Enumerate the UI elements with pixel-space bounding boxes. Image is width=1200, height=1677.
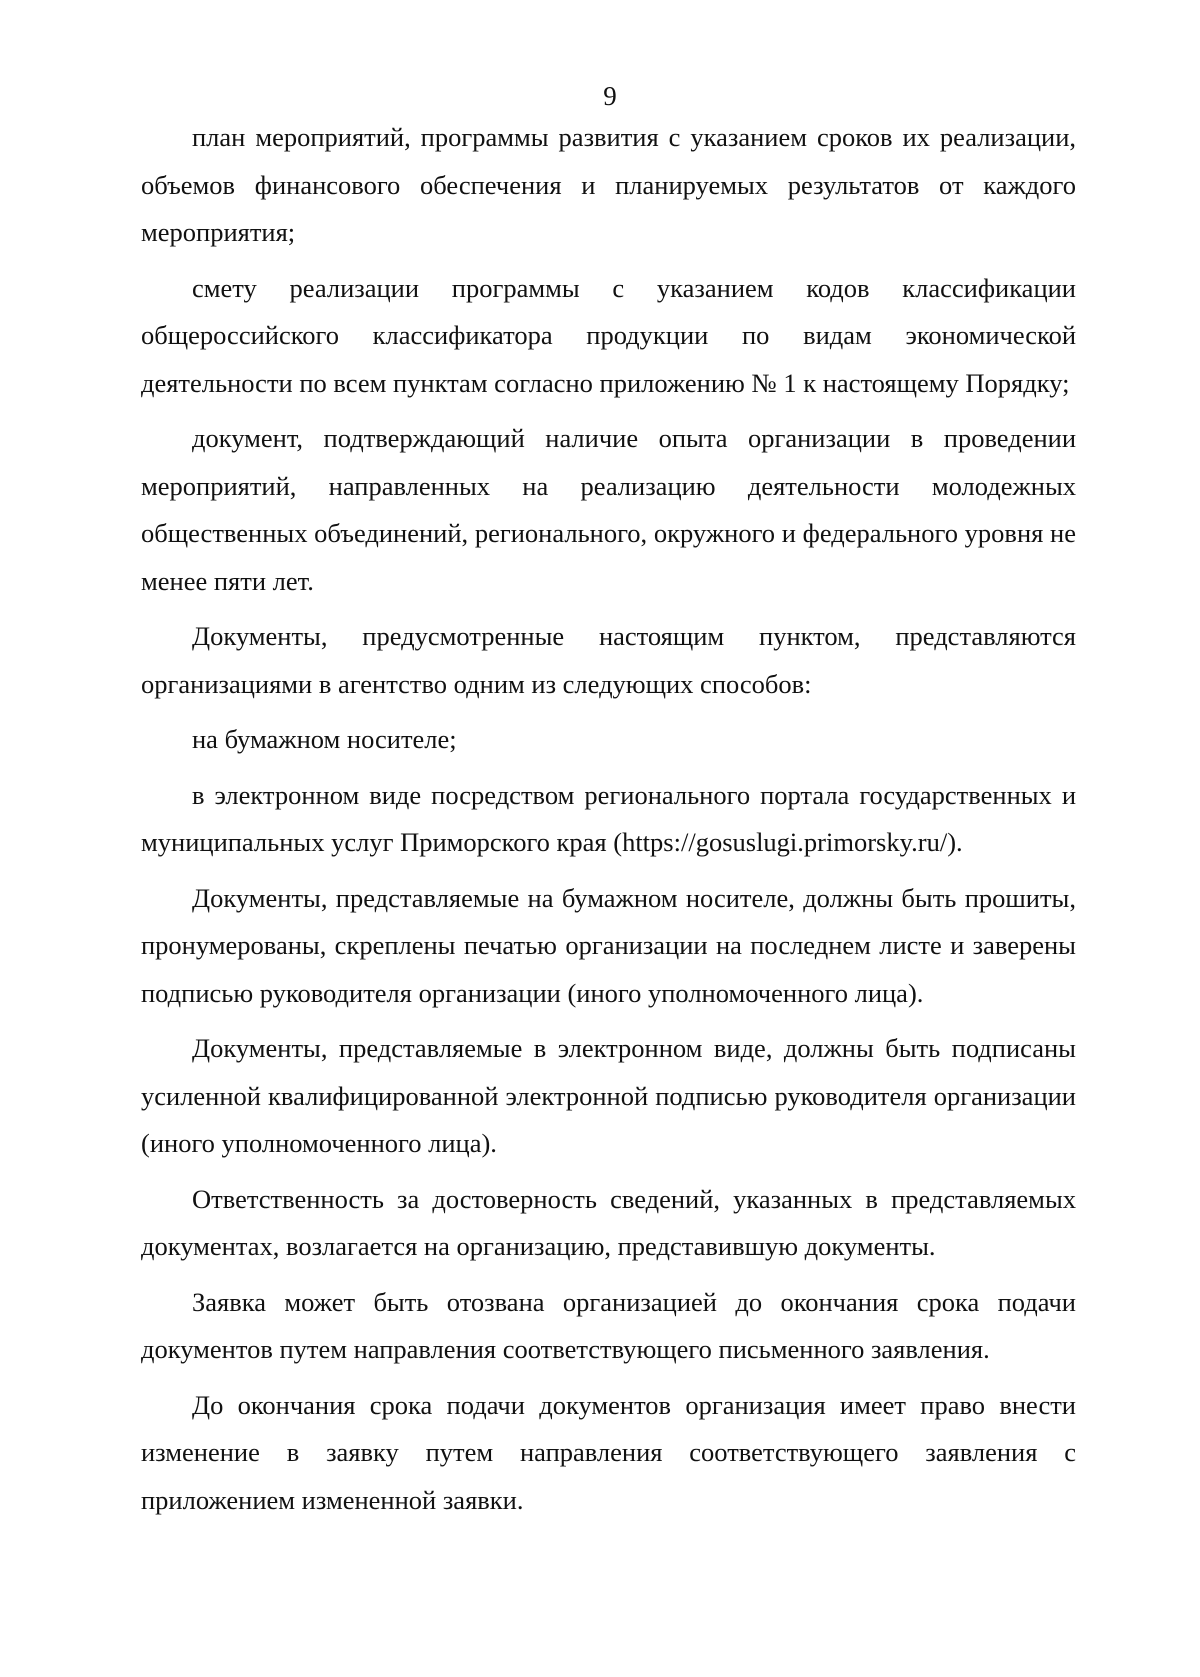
paragraph: Документы, представляемые в электронном виде, должны быть подписаны усиленной квалифицированной электронной подписью руководителя организации (иного уполномоченного лица). bbox=[141, 1033, 1076, 1158]
paragraph: Ответственность за достоверность сведений, указанных в представляемых документах, возлагается на организацию, представившую документы. bbox=[141, 1183, 1076, 1261]
paragraph: план мероприятий, программы развития с указанием сроков их реализации, объемов финансового обеспечения и планируемых результатов от каждого мероприятия; bbox=[141, 122, 1076, 247]
paragraph: документ, подтверждающий наличие опыта организации в проведении мероприятий, направленных на реализацию деятельности молодежных общественных объединений, регионального, окружного и федерального уровня не менее пяти лет. bbox=[141, 423, 1076, 596]
paragraph: Документы, представляемые на бумажном носителе, должны быть прошиты, пронумерованы, скреплены печатью организации на последнем листе и заверены подписью руководителя организации (иного уполномоченного лица). bbox=[141, 882, 1076, 1008]
paragraph: Документы, предусмотренные настоящим пунктом, представляются организациями в агентство одним из следующих способов: bbox=[141, 621, 1076, 699]
paragraph: в электронном виде посредством регионального портала государственных и муниципальных услуг Приморского края (https://gosuslugi.primorsky.ru/). bbox=[141, 779, 1076, 857]
page-number: 9 bbox=[603, 81, 617, 111]
paragraph: Заявка может быть отозвана организацией до окончания срока подачи документов путем направления соответствующего письменного заявления. bbox=[141, 1286, 1076, 1364]
paragraph: на бумажном носителе; bbox=[192, 724, 457, 754]
paragraph: До окончания срока подачи документов организация имеет право внести изменение в заявку путем направления соответствующего заявления с приложением измененной заявки. bbox=[141, 1389, 1076, 1515]
paragraph: смету реализации программы с указанием кодов классификации общероссийского классификатора продукции по видам экономической деятельности по всем пунктам согласно приложению № 1 к настоящему Порядку; bbox=[141, 272, 1076, 398]
document-body bbox=[141, 114, 1076, 1524]
